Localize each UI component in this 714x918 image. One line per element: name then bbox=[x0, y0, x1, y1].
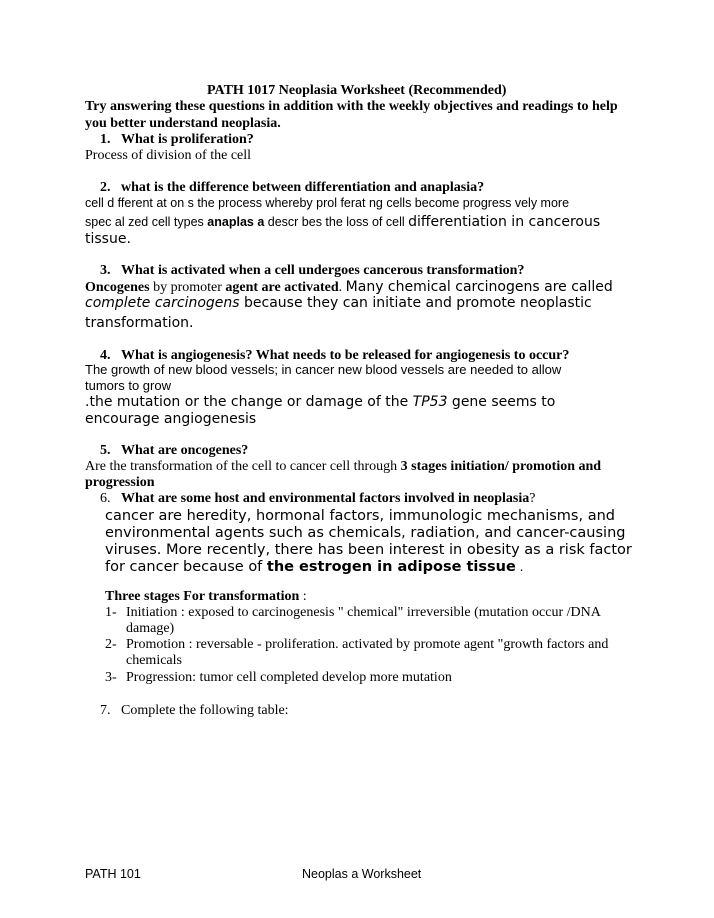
stage-item-marker: 1- bbox=[105, 605, 117, 620]
answer-term: anaplas a bbox=[207, 215, 265, 229]
question-text: What are oncogenes? bbox=[121, 443, 249, 458]
footer-center: Neoplas a Worksheet bbox=[302, 867, 422, 881]
question-2 bbox=[100, 180, 484, 196]
question-text: What are some host and environmental factors involved in neoplasia bbox=[121, 491, 530, 506]
stage-item-marker: 3- bbox=[105, 670, 117, 685]
answer-5-line2: progression bbox=[85, 475, 155, 490]
intro-text-line1: Try answering these questions in addition with the weekly objectives and readings to help bbox=[85, 99, 618, 114]
answer-3-line3: transformation. bbox=[85, 315, 194, 331]
answer-6-line4 bbox=[105, 559, 523, 576]
answer-text: by promoter bbox=[149, 280, 226, 295]
question-number: 4. bbox=[100, 348, 111, 363]
answer-text: Many chemical carcinogens are called bbox=[345, 279, 613, 295]
answer-term: 3 stages initiation/ promotion and bbox=[400, 459, 602, 474]
answer-4-line2: tumors to grow bbox=[85, 378, 171, 393]
answer-5-line1 bbox=[85, 459, 601, 475]
stage-item-line1: Initiation : exposed to carcinogenesis " chemical" irreversible (mutation occur /DNA bbox=[126, 605, 601, 620]
answer-2-line1: cell d fferent at on s the process whereby prol ferat ng cells become progress vely more bbox=[85, 196, 570, 210]
answer-text: gene seems to bbox=[447, 394, 556, 410]
stage-item-line1: Progression: tumor cell completed develop more mutation bbox=[126, 670, 452, 685]
question-5 bbox=[100, 443, 248, 459]
question-text: What is proliferation? bbox=[121, 132, 254, 147]
question-3 bbox=[100, 263, 524, 279]
answer-text: Are the transformation of the cell to cancer cell through bbox=[85, 459, 401, 474]
question-1 bbox=[100, 132, 254, 148]
question-number: 3. bbox=[100, 263, 111, 278]
answer-3-line1 bbox=[85, 279, 613, 296]
question-6 bbox=[100, 491, 535, 507]
question-text: What is activated when a cell undergoes cancerous transformation? bbox=[121, 263, 525, 278]
answer-term: complete carcinogens bbox=[85, 295, 240, 311]
question-number: 2. bbox=[100, 180, 111, 195]
answer-text: because they can initiate and promote neoplastic bbox=[239, 295, 592, 311]
question-number: 5. bbox=[100, 443, 111, 458]
stages-heading-text: Three stages For transformation bbox=[105, 589, 300, 604]
stage-item-line2: damage) bbox=[126, 621, 175, 636]
intro-text-line2: you better understand neoplasia. bbox=[85, 116, 281, 131]
answer-6-line3: viruses. More recently, there has been interest in obesity as a risk factor bbox=[105, 542, 632, 558]
answer-2-line2 bbox=[85, 214, 600, 230]
question-7 bbox=[100, 703, 289, 719]
stage-item-line1: Promotion : reversable - proliferation. activated by promote agent "growth factors and bbox=[126, 637, 609, 652]
question-text: What is angiogenesis? What needs to be released for angiogenesis to occur? bbox=[121, 348, 570, 363]
question-mark: ? bbox=[529, 491, 536, 506]
stages-heading bbox=[105, 589, 307, 605]
stage-item-marker: 2- bbox=[105, 637, 117, 652]
answer-text: spec al zed cell types bbox=[85, 215, 208, 229]
answer-term: Oncogenes bbox=[85, 280, 150, 295]
answer-3-line2 bbox=[85, 295, 592, 311]
answer-text: . bbox=[515, 560, 524, 574]
stages-heading-suffix: : bbox=[299, 589, 307, 604]
question-number: 7. bbox=[100, 703, 111, 718]
answer-text: for cancer because of bbox=[105, 559, 267, 575]
footer-left: PATH 101 bbox=[85, 867, 141, 881]
stage-item-line2: chemicals bbox=[126, 653, 182, 668]
question-text: Complete the following table: bbox=[121, 703, 289, 718]
answer-text: .the mutation or the change or damage of the bbox=[85, 394, 413, 410]
answer-4-line3 bbox=[85, 394, 555, 410]
question-number: 6. bbox=[100, 491, 111, 506]
answer-6-line1: cancer are heredity, hormonal factors, immunologic mechanisms, and bbox=[105, 508, 615, 524]
page-title: PATH 1017 Neoplasia Worksheet (Recommended) bbox=[207, 83, 507, 98]
answer-2-line3: tissue. bbox=[85, 231, 131, 247]
answer-4-line4: encourage angiogenesis bbox=[85, 411, 257, 427]
answer-term: agent are activated bbox=[225, 280, 339, 295]
answer-text: . bbox=[338, 280, 346, 295]
question-text: what is the difference between differentiation and anaplasia? bbox=[121, 180, 485, 195]
answer-term: TP53 bbox=[412, 394, 448, 410]
answer-text: differentiation in cancerous bbox=[408, 214, 601, 230]
answer-6-line2: environmental agents such as chemicals, radiation, and cancer-causing bbox=[105, 525, 626, 541]
answer-text: descr bes the loss of cell bbox=[264, 215, 409, 229]
answer-term: the estrogen in adipose tissue bbox=[266, 559, 516, 575]
answer-4-line1: The growth of new blood vessels; in cancer new blood vessels are needed to allow bbox=[85, 362, 562, 377]
question-number: 1. bbox=[100, 132, 111, 147]
answer-1: Process of division of the cell bbox=[85, 148, 252, 163]
